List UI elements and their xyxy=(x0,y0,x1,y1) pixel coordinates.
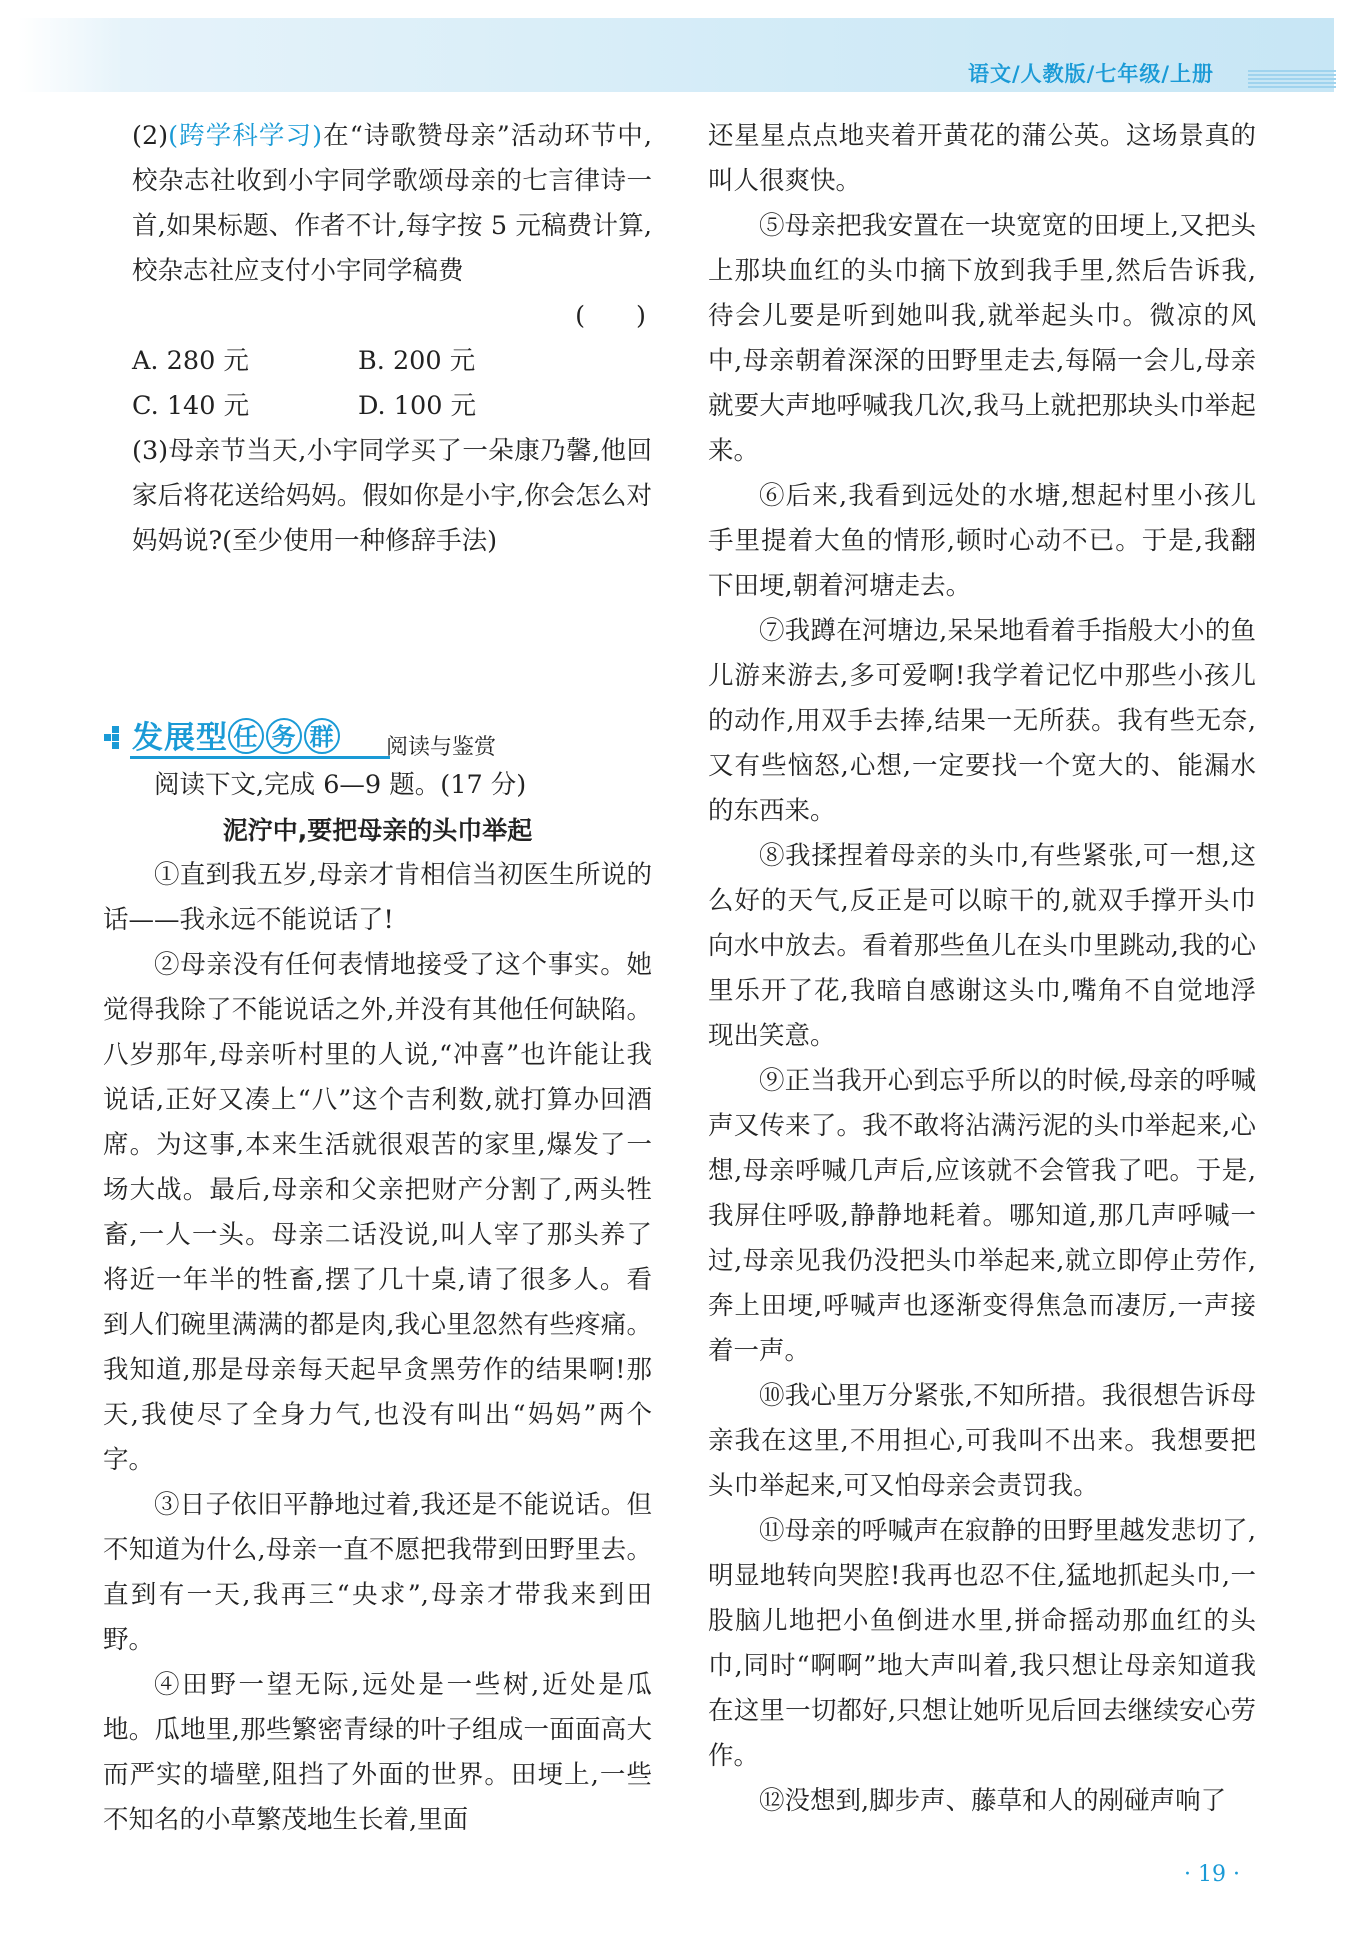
section-dots-icon xyxy=(104,726,126,748)
section-title-char-3: 群 xyxy=(304,718,340,754)
paragraph-6: ⑥后来,我看到远处的水塘,想起村里小孩儿手里提着大鱼的情形,顿时心动不已。于是,我翻下田埂,朝着河塘走去。 xyxy=(708,481,1256,601)
reading-instruction: 阅读下文,完成 6—9 题。(17 分) xyxy=(154,770,527,800)
question-2-number: (2) xyxy=(132,121,169,151)
paragraph-8: ⑧我揉捏着母亲的头巾,有些紧张,可一想,这么好的天气,反正是可以晾干的,就双手撑开头巾向水中放去。看着那些鱼儿在头巾里跳动,我的心里乐开了花,我暗自感谢这头巾,嘴角不自觉地浮现出笑意。 xyxy=(708,841,1256,1051)
section-title-prefix: 发展型 xyxy=(132,720,228,756)
questions-block xyxy=(132,114,652,564)
paragraph-5: ⑤母亲把我安置在一块宽宽的田埂上,又把头上那块血红的头巾摘下放到我手里,然后告诉我,待会儿要是听到她叫我,就举起头巾。微凉的风中,母亲朝着深深的田野里走去,每隔一会儿,母亲就要大声地呼喊我几次,我马上就把那块头巾举起来。 xyxy=(708,211,1256,466)
article-title: 泥泞中,要把母亲的头巾举起 xyxy=(222,816,533,845)
article-left-column xyxy=(103,763,652,1843)
answer-blank: ( ) xyxy=(575,301,646,331)
question-2 xyxy=(132,114,652,294)
header-title: 语文/人教版/七年级/上册 xyxy=(968,62,1215,86)
paragraph-9: ⑨正当我开心到忘乎所以的时候,母亲的呼喊声又传来了。我不敢将沾满污泥的头巾举起来,心想,母亲呼喊几声后,应该就不会管我了吧。于是,我屏住呼吸,静静地耗着。哪知道,那几声呼喊一过,母亲见我仍没把头巾举起来,就立即停止劳作,奔上田埂,呼喊声也逐渐变得焦急而凄厉,一声接着一声。 xyxy=(708,1066,1256,1366)
option-d: D. 100 元 xyxy=(358,391,477,421)
paragraph-4-continued: 还星星点点地夹着开黄花的蒲公英。这场景真的叫人很爽快。 xyxy=(708,121,1256,196)
options-row-2 xyxy=(132,384,652,429)
paragraph-2: ②母亲没有任何表情地接受了这个事实。她觉得我除了不能说话之外,并没有其他任何缺陷。八岁那年,母亲听村里的人说,“冲喜”也许能让我说话,正好又凑上“八”这个吉利数,就打算办回酒席。为这事,本来生活就很艰苦的家里,爆发了一场大战。最后,母亲和父亲把财产分割了,两头牲畜,一人一头。母亲二话没说,叫人宰了那头养了将近一年半的牲畜,摆了几十桌,请了很多人。看到人们碗里满满的都是肉,我心里忽然有些疼痛。我知道,那是母亲每天起早贪黑劳作的结果啊!那天,我使尽了全身力气,也没有叫出“妈妈”两个字。 xyxy=(103,950,652,1475)
section-title-char-2: 务 xyxy=(266,718,302,754)
option-b: B. 200 元 xyxy=(358,346,476,376)
section-title xyxy=(132,712,342,757)
question-2-text: 在“诗歌赞母亲”活动环节中,校杂志社收到小宇同学歌颂母亲的七言律诗一首,如果标题、作者不计,每字按 5 元稿费计算,校杂志社应支付小宇同学稿费 xyxy=(132,121,652,286)
paragraph-1: ①直到我五岁,母亲才肯相信当初医生所说的话——我永远不能说话了! xyxy=(103,860,652,935)
section-title-char-1: 任 xyxy=(228,718,264,754)
paragraph-10: ⑩我心里万分紧张,不知所措。我很想告诉母亲我在这里,不用担心,可我叫不出来。我想要把头巾举起来,可又怕母亲会责罚我。 xyxy=(708,1381,1256,1501)
question-2-tag: (跨学科学习) xyxy=(168,121,323,151)
section-heading xyxy=(104,706,664,762)
header-decoration xyxy=(1248,70,1336,88)
paragraph-11: ⑪母亲的呼喊声在寂静的田野里越发悲切了,明显地转向哭腔!我再也忍不住,猛地抓起头巾,一股脑儿地把小鱼倒进水里,拼命摇动那血红的头巾,同时“啊啊”地大声叫着,我只想让母亲知道我在这里一切都好,只想让她听见后回去继续安心劳作。 xyxy=(708,1516,1256,1771)
article-right-column xyxy=(708,114,1256,1824)
section-subtitle: 阅读与鉴赏 xyxy=(386,735,497,760)
section-underline xyxy=(130,756,390,759)
paragraph-7: ⑦我蹲在河塘边,呆呆地看着手指般大小的鱼儿游来游去,多可爱啊!我学着记忆中那些小孩儿的动作,用双手去捧,结果一无所获。我有些无奈,又有些恼怒,心想,一定要找一个宽大的、能漏水的东西来。 xyxy=(708,616,1256,826)
paragraph-12: ⑫没想到,脚步声、藤草和人的剐碰声响了 xyxy=(759,1786,1227,1816)
paragraph-3: ③日子依旧平静地过着,我还是不能说话。但不知道为什么,母亲一直不愿把我带到田野里去。直到有一天,我再三“央求”,母亲才带我来到田野。 xyxy=(103,1490,652,1655)
option-c: C. 140 元 xyxy=(132,391,250,421)
options-row-1 xyxy=(132,339,652,384)
question-3: (3)母亲节当天,小宇同学买了一朵康乃馨,他回家后将花送给妈妈。假如你是小宇,你会怎么对妈妈说?(至少使用一种修辞手法) xyxy=(132,436,652,556)
option-a: A. 280 元 xyxy=(132,346,249,376)
page-number: · 19 · xyxy=(1184,1862,1240,1887)
paragraph-4: ④田野一望无际,远处是一些树,近处是瓜地。瓜地里,那些繁密青绿的叶子组成一面面高大而严实的墙壁,阻挡了外面的世界。田埂上,一些不知名的小草繁茂地生长着,里面 xyxy=(103,1670,652,1835)
